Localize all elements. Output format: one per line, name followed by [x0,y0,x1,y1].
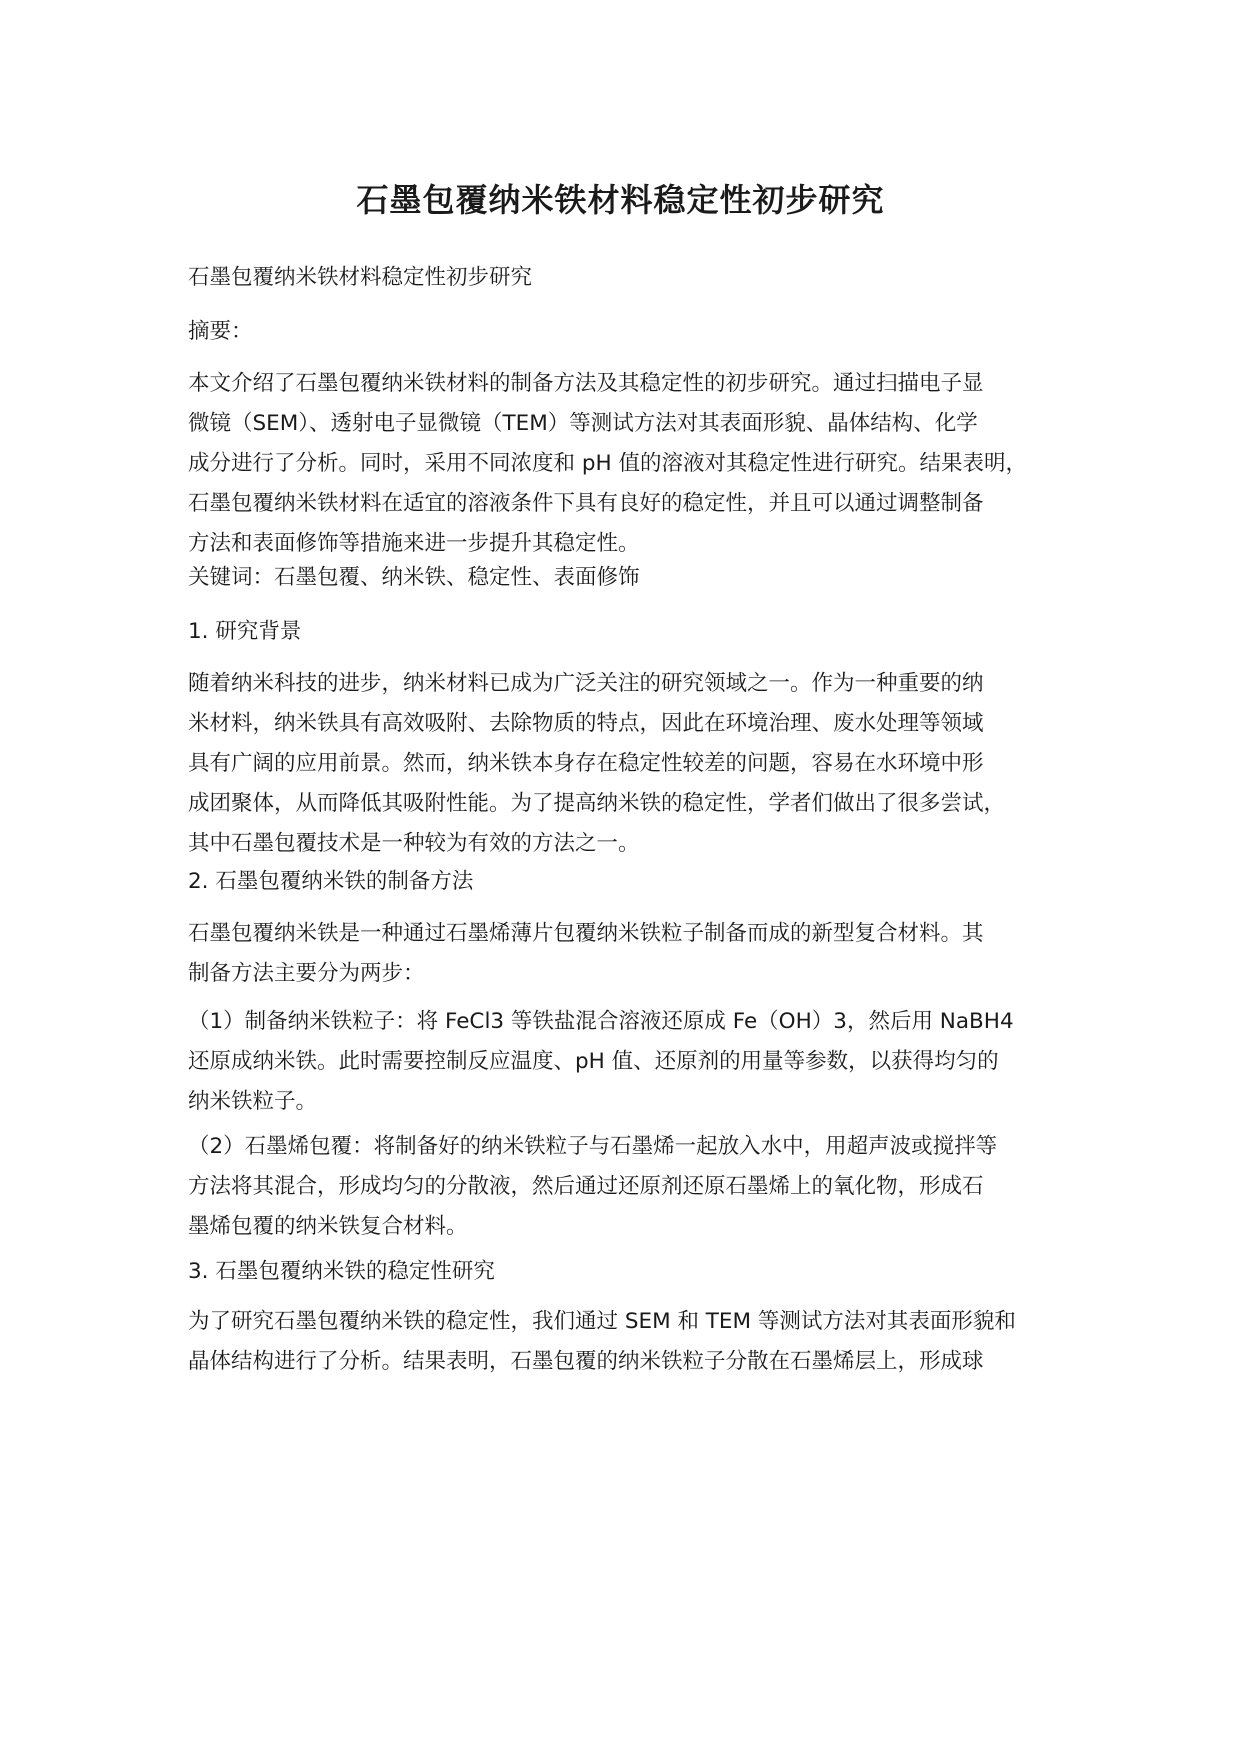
document-title: 石墨包覆纳米铁材料稳定性初步研究 [356,181,885,219]
text-line: 方法将其混合，形成均匀的分散液，然后通过还原剂还原石墨烯上的氧化物，形成石 [188,1174,984,1199]
section-heading-1 [188,612,301,652]
text-line: 制备方法主要分为两步： [188,961,425,986]
text-line: 纳米铁粒子。 [188,1089,318,1114]
text-line: 方法和表面修饰等措施来进一步提升其稳定性。 [188,531,640,556]
text-line: 墨烯包覆的纳米铁复合材料。 [188,1214,468,1239]
text-line: 本文介绍了石墨包覆纳米铁材料的制备方法及其稳定性的初步研究。通过扫描电子显 [188,371,984,396]
text-line: 具有广阔的应用前景。然而，纳米铁本身存在稳定性较差的问题，容易在水环境中形 [188,751,984,776]
section-1-paragraph [188,664,1005,864]
text-line: 石墨包覆纳米铁材料在适宜的溶液条件下具有良好的稳定性，并且可以通过调整制备 [188,491,984,516]
section-heading-2 [188,862,473,902]
keywords-line [188,558,640,598]
text-line: （2）石墨烯包覆：将制备好的纳米铁粒子与石墨烯一起放入水中，用超声波或搅拌等 [188,1134,998,1159]
section-3-paragraph [188,1302,1016,1382]
text-line: 随着纳米科技的进步，纳米材料已成为广泛关注的研究领域之一。作为一种重要的纳 [188,671,984,696]
abstract-heading [188,312,253,352]
text-line: 微镜（SEM）、透射电子显微镜（TEM）等测试方法对其表面形貌、晶体结构、化学 [188,411,978,436]
subtitle-line [188,258,532,298]
text-line: 为了研究石墨包覆纳米铁的稳定性，我们通过 SEM 和 TEM 等测试方法对其表面形貌和 [188,1309,1016,1334]
text-line: 石墨包覆纳米铁材料稳定性初步研究 [188,265,533,290]
text-line: 还原成纳米铁。此时需要控制反应温度、pH 值、还原剂的用量等参数，以获得均匀的 [188,1049,999,1074]
text-line: （1）制备纳米铁粒子：将 FeCl3 等铁盐混合溶液还原成 Fe（OH）3，然后用 NaBH4 [188,1009,1014,1034]
text-line: 其中石墨包覆技术是一种较为有效的方法之一。 [188,831,640,856]
text-line: 米材料，纳米铁具有高效吸附、去除物质的特点，因此在环境治理、废水处理等领域 [188,711,984,736]
text-line: 晶体结构进行了分析。结果表明，石墨包覆的纳米铁粒子分散在石墨烯层上，形成球 [188,1349,984,1374]
text-line: 石墨包覆纳米铁是一种通过石墨烯薄片包覆纳米铁粒子制备而成的新型复合材料。其 [188,921,984,946]
section-2-paragraph [188,914,984,994]
text-line: 3. 石墨包覆纳米铁的稳定性研究 [188,1259,495,1284]
text-line: 2. 石墨包覆纳米铁的制备方法 [188,869,474,894]
step-1-paragraph [188,1002,1014,1122]
text-line: 关键词：石墨包覆、纳米铁、稳定性、表面修饰 [188,565,640,590]
section-heading-3 [188,1252,495,1292]
text-line: 成团聚体，从而降低其吸附性能。为了提高纳米铁的稳定性，学者们做出了很多尝试， [188,791,1006,816]
abstract-paragraph [188,364,1027,564]
text-line: 1. 研究背景 [188,619,302,644]
text-line: 成分进行了分析。同时，采用不同浓度和 pH 值的溶液对其稳定性进行研究。结果表明， [188,451,1027,476]
text-line: 摘要： [188,319,253,344]
step-2-paragraph [188,1127,997,1247]
